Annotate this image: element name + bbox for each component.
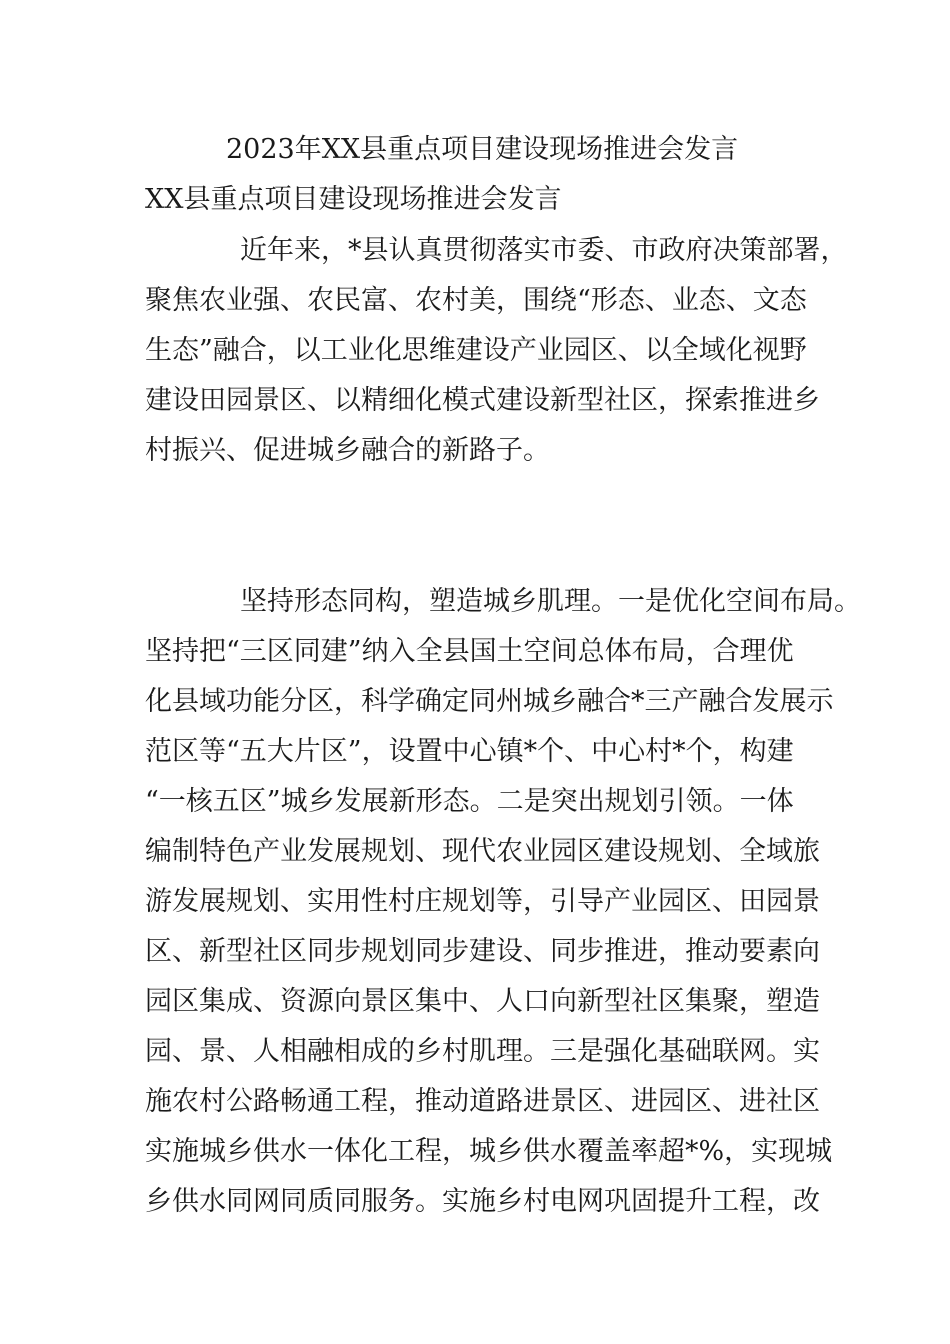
paragraph-line: 建设田园景区、以精细化模式建设新型社区，探索推进乡 (145, 385, 820, 416)
document-subtitle: XX县重点项目建设现场推进会发言 (145, 184, 562, 215)
paragraph-line: 园区集成、资源向景区集中、人口向新型社区集聚，塑造 (145, 986, 820, 1017)
paragraph-line: 范区等“五大片区”，设置中心镇*个、中心村*个，构建 (145, 736, 794, 767)
paragraph-intro (145, 226, 848, 476)
paragraph-line: 村振兴、促进城乡融合的新路子。 (145, 435, 550, 466)
paragraph-line: 实施城乡供水一体化工程，城乡供水覆盖率超*%，实现城 (145, 1136, 833, 1167)
paragraph-line: 乡供水同网同质同服务。实施乡村电网巩固提升工程，改 (145, 1186, 820, 1217)
paragraph-line: 聚焦农业强、农民富、农村美，围绕“形态、业态、文态 (145, 285, 807, 316)
paragraph-line: 游发展规划、实用性村庄规划等，引导产业园区、田园景 (145, 886, 820, 917)
paragraph-line: 化县域功能分区，科学确定同州城乡融合*三产融合发展示 (145, 686, 834, 717)
paragraph-line: 坚持形态同构，塑造城乡肌理。一是优化空间布局。 (240, 586, 861, 617)
paragraph-line: 坚持把“三区同建”纳入全县国土空间总体布局，合理优 (145, 636, 794, 667)
paragraph-line: 区、新型社区同步规划同步建设、同步推进，推动要素向 (145, 936, 820, 967)
paragraph-line: “一核五区”城乡发展新形态。二是突出规划引领。一体 (145, 786, 794, 817)
paragraph-line: 近年来，*县认真贯彻落实市委、市政府决策部署， (240, 235, 848, 266)
paragraph-line: 编制特色产业发展规划、现代农业园区建设规划、全域旅 (145, 836, 820, 867)
paragraph-line: 园、景、人相融相成的乡村肌理。三是强化基础联网。实 (145, 1036, 820, 1067)
document-title: 2023年XX县重点项目建设现场推进会发言 (226, 134, 739, 165)
paragraph-form-structure (145, 577, 861, 1227)
paragraph-line: 施农村公路畅通工程，推动道路进景区、进园区、进社区 (145, 1086, 820, 1117)
paragraph-line: 生态”融合，以工业化思维建设产业园区、以全域化视野 (145, 335, 807, 366)
